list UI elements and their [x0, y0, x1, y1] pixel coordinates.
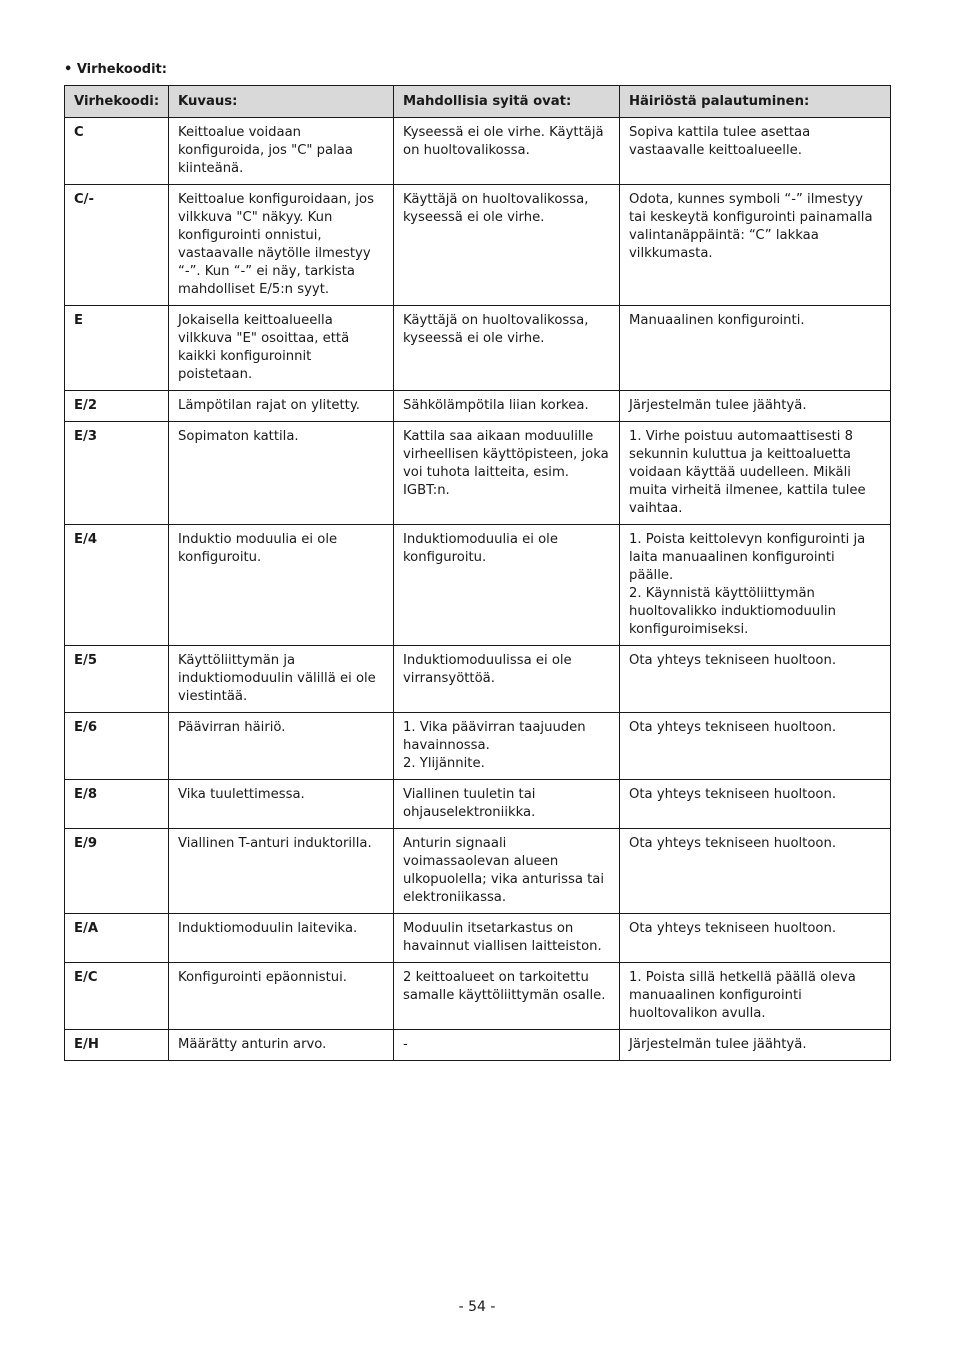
cause-cell: Käyttäjä on huoltovalikossa, kyseessä ei ole virhe. [394, 185, 620, 306]
table-row [65, 914, 891, 963]
page-number: - 54 - [458, 1299, 496, 1315]
error-code-cell: E/H [65, 1030, 169, 1061]
error-code-cell: E/8 [65, 780, 169, 829]
cause-cell: Sähkölämpötila liian korkea. [394, 391, 620, 422]
recovery-cell: Järjestelmän tulee jäähtyä. [620, 391, 891, 422]
error-code-cell: E/3 [65, 422, 169, 525]
header-error-code: Virhekoodi: [65, 86, 169, 118]
error-code-cell: E/2 [65, 391, 169, 422]
description-cell: Jokaisella keittoalueella vilkkuva "E" osoittaa, että kaikki konfiguroinnit poistetaan. [169, 306, 394, 391]
error-code-table [64, 85, 891, 1061]
cause-cell: Käyttäjä on huoltovalikossa, kyseessä ei ole virhe. [394, 306, 620, 391]
error-code-cell: C/- [65, 185, 169, 306]
table-row [65, 185, 891, 306]
recovery-cell: Ota yhteys tekniseen huoltoon. [620, 713, 891, 780]
cause-cell: 2 keittoalueet on tarkoitettu samalle käyttöliittymän osalle. [394, 963, 620, 1030]
description-cell: Keittoalue voidaan konfiguroida, jos "C" palaa kiinteänä. [169, 118, 394, 185]
description-cell: Keittoalue konfiguroidaan, jos vilkkuva "C" näkyy. Kun konfigurointi onnistui, vastaavalle näytölle ilmestyy “-”. Kun “-” ei näy, tarkista mahdolliset E/5:n syyt. [169, 185, 394, 306]
cause-cell: Induktiomoduulia ei ole konfiguroitu. [394, 525, 620, 646]
error-code-cell: E/6 [65, 713, 169, 780]
table-body [65, 118, 891, 1061]
description-cell: Viallinen T-anturi induktorilla. [169, 829, 394, 914]
cause-cell: Viallinen tuuletin tai ohjauselektroniikka. [394, 780, 620, 829]
recovery-cell: 1. Poista sillä hetkellä päällä oleva manuaalinen konfigurointi huoltovalikon avulla. [620, 963, 891, 1030]
description-cell: Päävirran häiriö. [169, 713, 394, 780]
recovery-cell: 1. Virhe poistuu automaattisesti 8 sekunnin kuluttua ja keittoaluetta voidaan käyttää uudelleen. Mikäli muita virheitä ilmenee, kattila tulee vaihtaa. [620, 422, 891, 525]
recovery-cell: Manuaalinen konfigurointi. [620, 306, 891, 391]
recovery-cell: Järjestelmän tulee jäähtyä. [620, 1030, 891, 1061]
error-code-cell: E [65, 306, 169, 391]
table-row [65, 963, 891, 1030]
recovery-cell: Ota yhteys tekniseen huoltoon. [620, 646, 891, 713]
cause-cell: Anturin signaali voimassaolevan alueen ulkopuolella; vika anturissa tai elektroniikassa. [394, 829, 620, 914]
header-description: Kuvaus: [169, 86, 394, 118]
table-row [65, 422, 891, 525]
error-code-cell: E/A [65, 914, 169, 963]
cause-cell: Induktiomoduulissa ei ole virransyöttöä. [394, 646, 620, 713]
description-cell: Konfigurointi epäonnistui. [169, 963, 394, 1030]
error-code-cell: E/C [65, 963, 169, 1030]
error-code-cell: E/5 [65, 646, 169, 713]
section-title: • Virhekoodit: [64, 62, 167, 77]
table-row [65, 829, 891, 914]
table-row [65, 780, 891, 829]
recovery-cell: Odota, kunnes symboli “-” ilmestyy tai keskeytä konfigurointi painamalla valintanäppäintä: “C” lakkaa vilkkumasta. [620, 185, 891, 306]
table-header-row [65, 86, 891, 118]
table-row [65, 391, 891, 422]
header-possible-causes: Mahdollisia syitä ovat: [394, 86, 620, 118]
description-cell: Induktiomoduulin laitevika. [169, 914, 394, 963]
error-code-cell: E/9 [65, 829, 169, 914]
description-cell: Vika tuulettimessa. [169, 780, 394, 829]
description-cell: Määrätty anturin arvo. [169, 1030, 394, 1061]
cause-cell: Moduulin itsetarkastus on havainnut viallisen laitteiston. [394, 914, 620, 963]
table-row [65, 1030, 891, 1061]
header-recovery: Häiriöstä palautuminen: [620, 86, 891, 118]
description-cell: Sopimaton kattila. [169, 422, 394, 525]
recovery-cell: 1. Poista keittolevyn konfigurointi ja laita manuaalinen konfigurointi päälle. 2. Käynnistä käyttöliittymän huoltovalikko induktiomoduulin konfiguroimiseksi. [620, 525, 891, 646]
cause-cell: Kyseessä ei ole virhe. Käyttäjä on huoltovalikossa. [394, 118, 620, 185]
cause-cell: Kattila saa aikaan moduulille virheellisen käyttöpisteen, joka voi tuhota laitteita, esim. IGBT:n. [394, 422, 620, 525]
recovery-cell: Ota yhteys tekniseen huoltoon. [620, 914, 891, 963]
description-cell: Käyttöliittymän ja induktiomoduulin välillä ei ole viestintää. [169, 646, 394, 713]
recovery-cell: Ota yhteys tekniseen huoltoon. [620, 829, 891, 914]
recovery-cell: Ota yhteys tekniseen huoltoon. [620, 780, 891, 829]
description-cell: Induktio moduulia ei ole konfiguroitu. [169, 525, 394, 646]
table-row [65, 646, 891, 713]
description-cell: Lämpötilan rajat on ylitetty. [169, 391, 394, 422]
cause-cell: - [394, 1030, 620, 1061]
recovery-cell: Sopiva kattila tulee asettaa vastaavalle keittoalueelle. [620, 118, 891, 185]
table-row [65, 525, 891, 646]
table-row [65, 306, 891, 391]
error-code-cell: C [65, 118, 169, 185]
table-row [65, 118, 891, 185]
cause-cell: 1. Vika päävirran taajuuden havainnossa. 2. Ylijännite. [394, 713, 620, 780]
error-code-cell: E/4 [65, 525, 169, 646]
table-row [65, 713, 891, 780]
